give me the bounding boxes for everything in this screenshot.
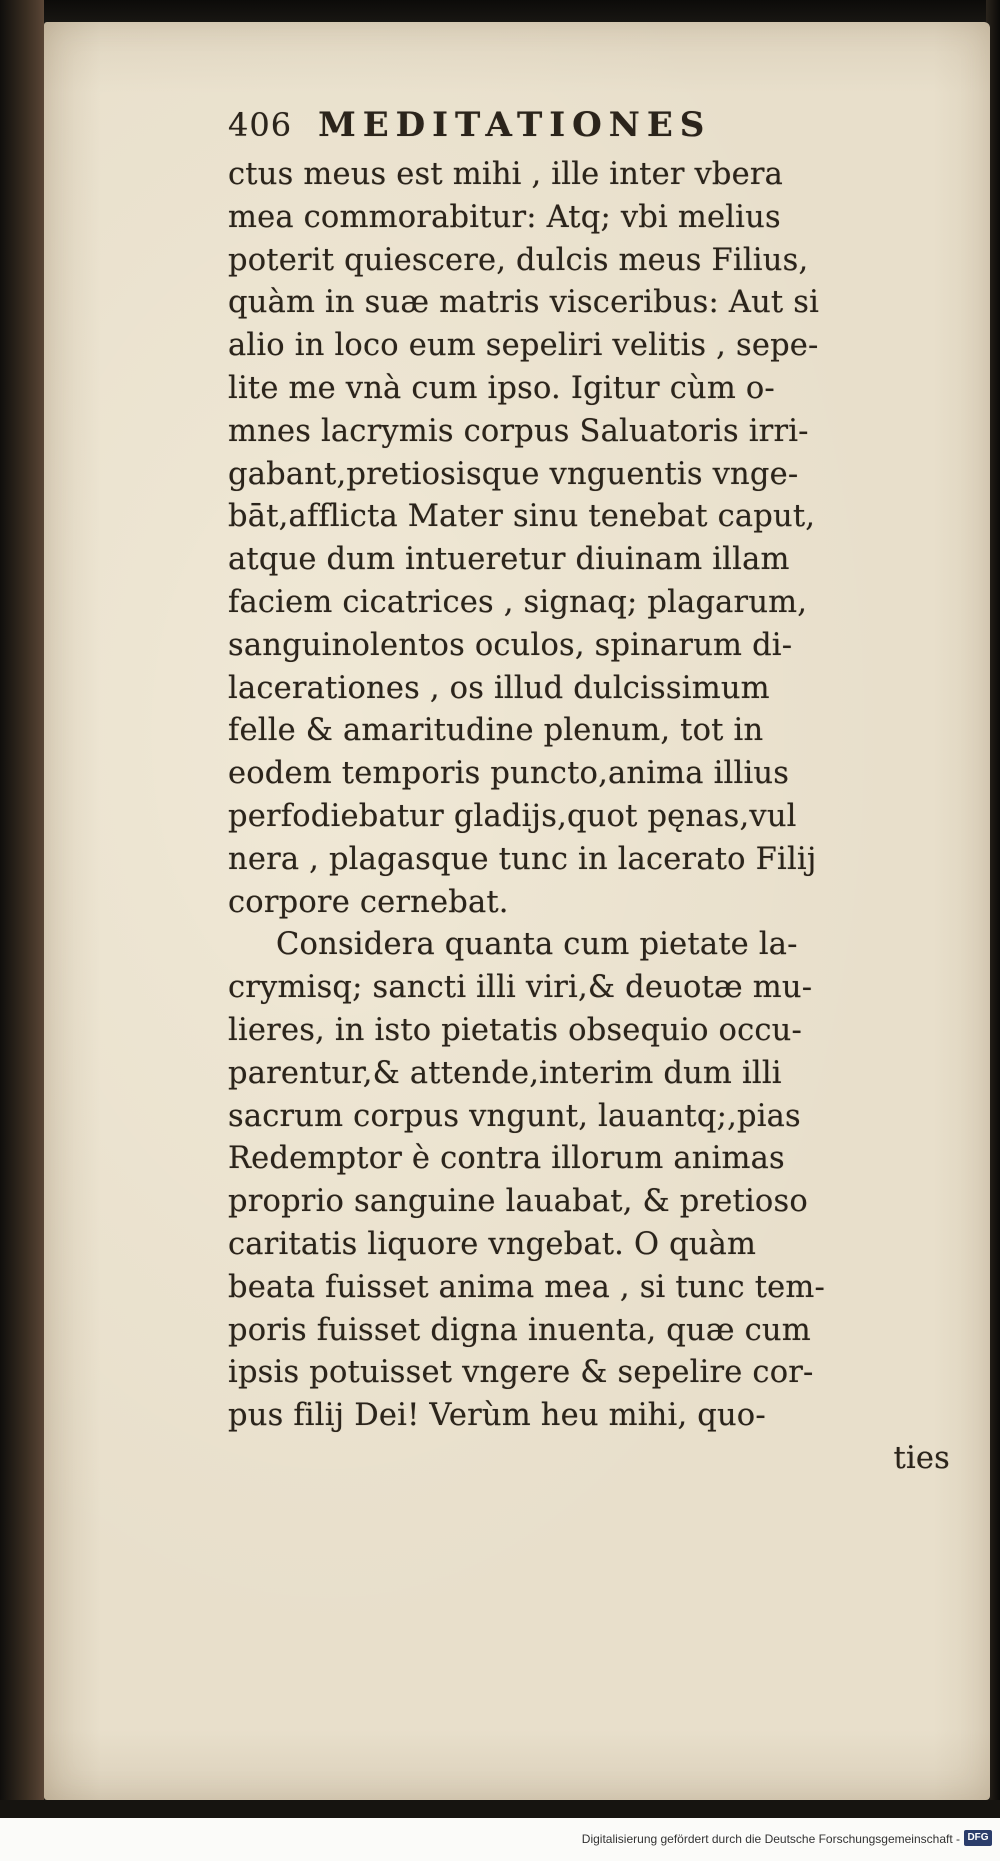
text-line: alio in loco eum sepeliri velitis , sepe- [228,328,819,364]
dfg-logo: DFG [964,1830,992,1846]
catchword: ties [893,1440,950,1476]
text-line: faciem cicatrices , signaq; plagarum, [228,584,808,620]
text-line: felle & amaritudine plenum, tot in [228,713,764,749]
text-line: crymisq; sancti illi viri,& deuotæ mu- [228,970,813,1006]
text-line: nera , plagasque tunc in lacerato Filij [228,841,817,877]
text-line: poterit quiescere, dulcis meus Filius, [228,242,809,278]
text-line: lieres, in isto pietatis obsequio occu- [228,1012,803,1048]
text-line: poris fuisset digna inuenta, quæ cum [228,1312,811,1348]
text-line: atque dum intueretur diuinam illam [228,542,790,578]
text-line: proprio sanguine lauabat, & pretioso [228,1184,808,1220]
text-line: caritatis liquore vngebat. O quàm [228,1226,757,1262]
text-line: perfodiebatur gladijs,quot pęnas,vul [228,798,797,834]
text-line: ctus meus est mihi , ille inter vbera [228,157,784,192]
text-line: mnes lacrymis corpus Saluatoris irri- [228,413,809,449]
text-line: mea commorabitur: Atq; vbi melius [228,199,781,235]
text-line: eodem temporis puncto,anima illius [228,756,790,792]
text-line: beata fuisset anima mea , si tunc tem- [228,1269,826,1305]
text-line: sacrum corpus vngunt, lauantq;,pias [228,1098,801,1134]
text-line: lite me vnà cum ipso. Igitur cùm o- [228,370,775,406]
text-line: quàm in suæ matris visceribus: Aut si [228,285,820,321]
text-line: ipsis potuisset vngere & sepelire cor- [228,1355,814,1391]
page-text-block [228,104,960,1481]
paragraph-2 [228,924,960,1438]
funding-credit: Digitalisierung gefördert durch die Deutsche Forschungsgemeinschaft - [581,1832,960,1846]
text-line: pus filij Dei! Verùm heu mihi, quo- [228,1398,766,1434]
text-line: Considera quanta cum pietate la- [276,927,798,963]
text-line: bāt,afflicta Mater sinu tenebat caput, [228,499,816,535]
text-line: parentur,& attende,interim dum illi [228,1055,782,1091]
paragraph-1 [228,154,960,924]
text-line: Redemptor è contra illorum animas [228,1141,785,1177]
running-title: MEDITATIONES [318,105,712,145]
footer-strip [0,1818,1000,1861]
page-number: 406 [228,106,293,144]
text-line: lacerationes , os illud dulcissimum [228,670,770,706]
text-line: gabant,pretiosisque vnguentis vnge- [228,456,799,492]
text-line: corpore cernebat. [228,884,509,920]
binding-shadow [0,0,44,1800]
text-line: sanguinolentos oculos, spinarum di- [228,627,793,663]
running-head [228,104,960,152]
